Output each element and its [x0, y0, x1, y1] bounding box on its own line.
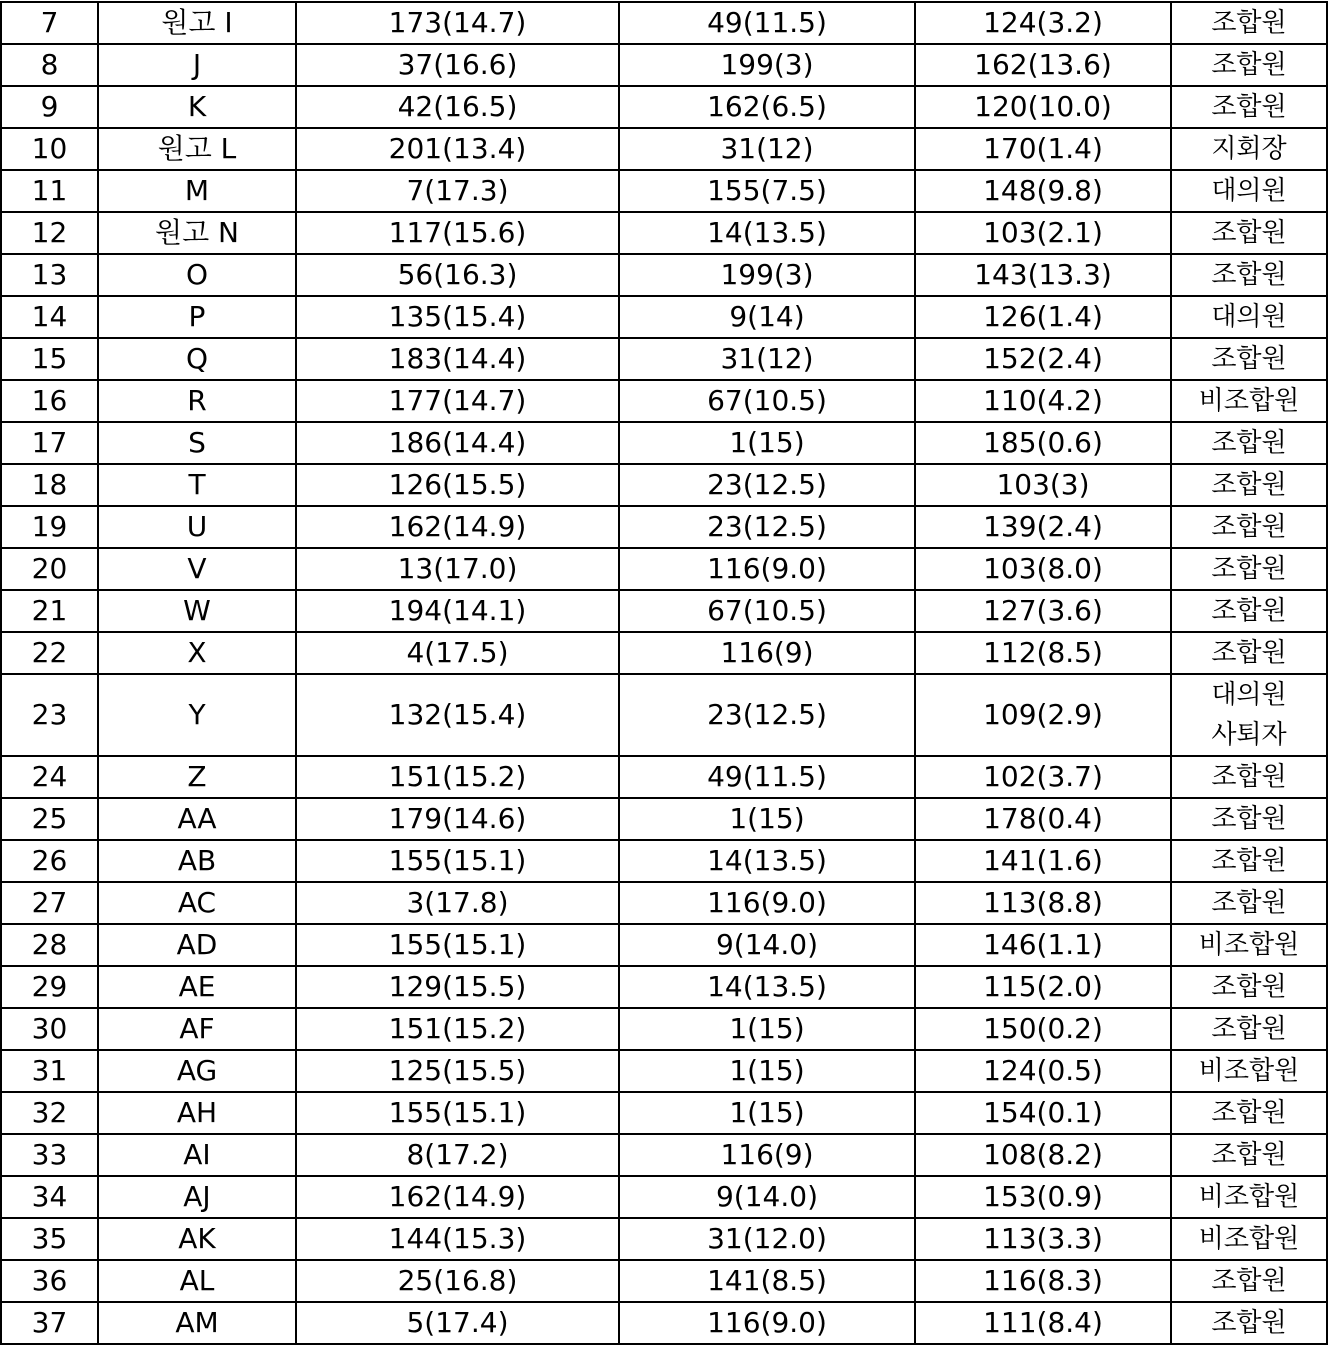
value-col2-cell: 1(15): [619, 1008, 915, 1050]
value-col1-cell: 155(15.1): [296, 1092, 619, 1134]
value-col3-cell: 103(3): [915, 464, 1171, 506]
table-row: [1, 86, 1327, 128]
row-number-cell: 23: [1, 674, 98, 756]
value-col1-cell: 5(17.4): [296, 1302, 619, 1344]
status-label: 비조합원: [1198, 1056, 1300, 1086]
value-col1-cell: 8(17.2): [296, 1134, 619, 1176]
table-row: [1, 966, 1327, 1008]
value-col2-cell: 23(12.5): [619, 674, 915, 756]
value-col1-cell: 151(15.2): [296, 1008, 619, 1050]
value-col1-cell: 155(15.1): [296, 924, 619, 966]
status-cell: [1171, 422, 1327, 464]
value-col2-cell: 23(12.5): [619, 506, 915, 548]
row-number-cell: 34: [1, 1176, 98, 1218]
status-cell: [1171, 590, 1327, 632]
value-col1-cell: 125(15.5): [296, 1050, 619, 1092]
value-col3-cell: 141(1.6): [915, 840, 1171, 882]
value-col1-cell: 201(13.4): [296, 128, 619, 170]
status-label: 조합원: [1211, 888, 1287, 918]
value-col3-cell: 148(9.8): [915, 170, 1171, 212]
table-row: [1, 1134, 1327, 1176]
name-cell: AM: [98, 1302, 296, 1344]
value-col3-cell: 113(3.3): [915, 1218, 1171, 1260]
table-row: [1, 212, 1327, 254]
value-col2-cell: 67(10.5): [619, 380, 915, 422]
status-cell: [1171, 1218, 1327, 1260]
value-col3-cell: 139(2.4): [915, 506, 1171, 548]
name-cell: U: [98, 506, 296, 548]
value-col3-cell: 115(2.0): [915, 966, 1171, 1008]
status-cell: [1171, 1008, 1327, 1050]
value-col2-cell: 155(7.5): [619, 170, 915, 212]
value-col1-cell: 25(16.8): [296, 1260, 619, 1302]
value-col1-cell: 37(16.6): [296, 44, 619, 86]
name-cell: S: [98, 422, 296, 464]
value-col2-cell: 116(9): [619, 1134, 915, 1176]
status-cell: [1171, 506, 1327, 548]
table-row: [1, 840, 1327, 882]
value-col3-cell: 170(1.4): [915, 128, 1171, 170]
status-label: 비조합원: [1198, 1182, 1300, 1212]
name-cell: R: [98, 380, 296, 422]
row-number-cell: 18: [1, 464, 98, 506]
table-row: [1, 380, 1327, 422]
status-cell: [1171, 170, 1327, 212]
table-row: [1, 632, 1327, 674]
row-number-cell: 36: [1, 1260, 98, 1302]
status-cell: [1171, 1260, 1327, 1302]
name-cell: AE: [98, 966, 296, 1008]
row-number-cell: 29: [1, 966, 98, 1008]
status-cell: [1171, 464, 1327, 506]
table-row: [1, 128, 1327, 170]
value-col2-cell: 116(9.0): [619, 548, 915, 590]
table-row: [1, 756, 1327, 798]
table-row: [1, 1302, 1327, 1344]
value-col1-cell: 117(15.6): [296, 212, 619, 254]
value-col1-cell: 3(17.8): [296, 882, 619, 924]
status-label: 비조합원: [1198, 930, 1300, 960]
value-col3-cell: 112(8.5): [915, 632, 1171, 674]
table-row: [1, 1218, 1327, 1260]
status-cell: [1171, 212, 1327, 254]
row-number-cell: 32: [1, 1092, 98, 1134]
name-cell: AD: [98, 924, 296, 966]
status-cell: [1171, 798, 1327, 840]
value-col2-cell: 31(12): [619, 128, 915, 170]
table-row: [1, 1008, 1327, 1050]
row-number-cell: 12: [1, 212, 98, 254]
value-col1-cell: 126(15.5): [296, 464, 619, 506]
value-col3-cell: 143(13.3): [915, 254, 1171, 296]
status-cell: [1171, 882, 1327, 924]
row-number-cell: 33: [1, 1134, 98, 1176]
value-col1-cell: 7(17.3): [296, 170, 619, 212]
status-cell: [1171, 296, 1327, 338]
name-cell: 원고 N: [98, 212, 296, 254]
table-row: [1, 506, 1327, 548]
table-row: [1, 464, 1327, 506]
name-cell: AI: [98, 1134, 296, 1176]
status-label: 조합원: [1211, 1098, 1287, 1128]
status-label: 대의원: [1211, 176, 1287, 206]
table-row: [1, 798, 1327, 840]
row-number-cell: 26: [1, 840, 98, 882]
table-row: [1, 674, 1327, 756]
status-label: 조합원: [1211, 762, 1287, 792]
status-cell: [1171, 840, 1327, 882]
name-cell: Q: [98, 338, 296, 380]
status-cell: [1171, 632, 1327, 674]
status-cell: [1171, 2, 1327, 44]
row-number-cell: 30: [1, 1008, 98, 1050]
name-cell: 원고 L: [98, 128, 296, 170]
table-row: [1, 422, 1327, 464]
value-col3-cell: 120(10.0): [915, 86, 1171, 128]
name-cell: M: [98, 170, 296, 212]
value-col3-cell: 109(2.9): [915, 674, 1171, 756]
value-col2-cell: 31(12.0): [619, 1218, 915, 1260]
value-col1-cell: 186(14.4): [296, 422, 619, 464]
status-cell: [1171, 1302, 1327, 1344]
value-col2-cell: 1(15): [619, 422, 915, 464]
value-col1-cell: 151(15.2): [296, 756, 619, 798]
table-row: [1, 1092, 1327, 1134]
row-number-cell: 11: [1, 170, 98, 212]
row-number-cell: 31: [1, 1050, 98, 1092]
row-number-cell: 27: [1, 882, 98, 924]
value-col3-cell: 185(0.6): [915, 422, 1171, 464]
status-cell: [1171, 254, 1327, 296]
name-cell: K: [98, 86, 296, 128]
status-label: 조합원: [1211, 1266, 1287, 1296]
value-col2-cell: 9(14): [619, 296, 915, 338]
value-col1-cell: 56(16.3): [296, 254, 619, 296]
value-col1-cell: 194(14.1): [296, 590, 619, 632]
table-row: [1, 2, 1327, 44]
name-cell: AA: [98, 798, 296, 840]
table-row: [1, 1050, 1327, 1092]
status-label: 조합원: [1211, 218, 1287, 248]
status-label: 조합원: [1211, 470, 1287, 500]
value-col1-cell: 4(17.5): [296, 632, 619, 674]
table-row: [1, 254, 1327, 296]
status-label: 조합원: [1211, 260, 1287, 290]
name-cell: Y: [98, 674, 296, 756]
row-number-cell: 15: [1, 338, 98, 380]
row-number-cell: 8: [1, 44, 98, 86]
name-cell: O: [98, 254, 296, 296]
value-col2-cell: 116(9.0): [619, 1302, 915, 1344]
value-col1-cell: 155(15.1): [296, 840, 619, 882]
value-col3-cell: 154(0.1): [915, 1092, 1171, 1134]
name-cell: Z: [98, 756, 296, 798]
status-label: 지회장: [1211, 134, 1287, 164]
value-col3-cell: 108(8.2): [915, 1134, 1171, 1176]
value-col2-cell: 199(3): [619, 254, 915, 296]
value-col2-cell: 116(9.0): [619, 882, 915, 924]
value-col1-cell: 132(15.4): [296, 674, 619, 756]
value-col2-cell: 141(8.5): [619, 1260, 915, 1302]
status-label: 조합원: [1211, 804, 1287, 834]
value-col2-cell: 31(12): [619, 338, 915, 380]
status-cell: [1171, 1050, 1327, 1092]
value-col3-cell: 113(8.8): [915, 882, 1171, 924]
table-row: [1, 590, 1327, 632]
status-label: 사퇴자: [1211, 720, 1287, 750]
value-col3-cell: 111(8.4): [915, 1302, 1171, 1344]
value-col3-cell: 116(8.3): [915, 1260, 1171, 1302]
name-cell: AJ: [98, 1176, 296, 1218]
row-number-cell: 10: [1, 128, 98, 170]
value-col1-cell: 135(15.4): [296, 296, 619, 338]
value-col1-cell: 173(14.7): [296, 2, 619, 44]
value-col2-cell: 14(13.5): [619, 966, 915, 1008]
value-col2-cell: 23(12.5): [619, 464, 915, 506]
status-label: 조합원: [1211, 554, 1287, 584]
row-number-cell: 17: [1, 422, 98, 464]
value-col1-cell: 42(16.5): [296, 86, 619, 128]
status-cell: [1171, 44, 1327, 86]
table-row: [1, 1176, 1327, 1218]
row-number-cell: 13: [1, 254, 98, 296]
row-number-cell: 22: [1, 632, 98, 674]
row-number-cell: 24: [1, 756, 98, 798]
value-col3-cell: 150(0.2): [915, 1008, 1171, 1050]
value-col1-cell: 162(14.9): [296, 506, 619, 548]
status-cell: [1171, 1134, 1327, 1176]
name-cell: AH: [98, 1092, 296, 1134]
value-col2-cell: 1(15): [619, 798, 915, 840]
status-cell: [1171, 756, 1327, 798]
name-cell: AG: [98, 1050, 296, 1092]
name-cell: W: [98, 590, 296, 632]
status-label: 조합원: [1211, 344, 1287, 374]
table-row: [1, 882, 1327, 924]
value-col2-cell: 1(15): [619, 1050, 915, 1092]
row-number-cell: 7: [1, 2, 98, 44]
status-cell: [1171, 1092, 1327, 1134]
status-label: 대의원: [1211, 302, 1287, 332]
data-table: [0, 1, 1328, 1345]
name-cell: AF: [98, 1008, 296, 1050]
value-col1-cell: 183(14.4): [296, 338, 619, 380]
status-label: 조합원: [1211, 8, 1287, 38]
name-cell: P: [98, 296, 296, 338]
status-cell: [1171, 1176, 1327, 1218]
status-label: 비조합원: [1198, 386, 1300, 416]
value-col3-cell: 102(3.7): [915, 756, 1171, 798]
value-col2-cell: 1(15): [619, 1092, 915, 1134]
status-label: 조합원: [1211, 512, 1287, 542]
value-col3-cell: 146(1.1): [915, 924, 1171, 966]
table-row: [1, 548, 1327, 590]
name-cell: AC: [98, 882, 296, 924]
name-cell: AB: [98, 840, 296, 882]
value-col1-cell: 177(14.7): [296, 380, 619, 422]
value-col1-cell: 179(14.6): [296, 798, 619, 840]
value-col1-cell: 162(14.9): [296, 1176, 619, 1218]
name-cell: 원고 I: [98, 2, 296, 44]
value-col1-cell: 129(15.5): [296, 966, 619, 1008]
name-cell: AK: [98, 1218, 296, 1260]
name-cell: J: [98, 44, 296, 86]
row-number-cell: 14: [1, 296, 98, 338]
value-col2-cell: 116(9): [619, 632, 915, 674]
status-label: 조합원: [1211, 428, 1287, 458]
value-col3-cell: 162(13.6): [915, 44, 1171, 86]
value-col2-cell: 49(11.5): [619, 2, 915, 44]
value-col2-cell: 9(14.0): [619, 1176, 915, 1218]
status-cell: [1171, 338, 1327, 380]
status-cell: [1171, 380, 1327, 422]
name-cell: X: [98, 632, 296, 674]
value-col2-cell: 9(14.0): [619, 924, 915, 966]
status-label: 조합원: [1211, 846, 1287, 876]
value-col2-cell: 67(10.5): [619, 590, 915, 632]
row-number-cell: 9: [1, 86, 98, 128]
status-label: 조합원: [1211, 596, 1287, 626]
row-number-cell: 37: [1, 1302, 98, 1344]
status-cell: [1171, 548, 1327, 590]
table-row: [1, 338, 1327, 380]
name-cell: AL: [98, 1260, 296, 1302]
value-col2-cell: 14(13.5): [619, 212, 915, 254]
value-col3-cell: 126(1.4): [915, 296, 1171, 338]
status-cell: [1171, 924, 1327, 966]
value-col2-cell: 14(13.5): [619, 840, 915, 882]
table-body: [1, 2, 1327, 1344]
name-cell: T: [98, 464, 296, 506]
status-cell: [1171, 674, 1327, 756]
table-row: [1, 924, 1327, 966]
value-col1-cell: 13(17.0): [296, 548, 619, 590]
value-col3-cell: 110(4.2): [915, 380, 1171, 422]
value-col3-cell: 103(8.0): [915, 548, 1171, 590]
row-number-cell: 25: [1, 798, 98, 840]
value-col1-cell: 144(15.3): [296, 1218, 619, 1260]
name-cell: V: [98, 548, 296, 590]
table-row: [1, 170, 1327, 212]
row-number-cell: 16: [1, 380, 98, 422]
value-col3-cell: 124(0.5): [915, 1050, 1171, 1092]
value-col3-cell: 152(2.4): [915, 338, 1171, 380]
value-col2-cell: 162(6.5): [619, 86, 915, 128]
status-cell: [1171, 128, 1327, 170]
row-number-cell: 35: [1, 1218, 98, 1260]
status-label: 조합원: [1211, 972, 1287, 1002]
status-label: 조합원: [1211, 1140, 1287, 1170]
status-label: 조합원: [1211, 1014, 1287, 1044]
value-col3-cell: 103(2.1): [915, 212, 1171, 254]
row-number-cell: 19: [1, 506, 98, 548]
status-label: 조합원: [1211, 50, 1287, 80]
value-col3-cell: 124(3.2): [915, 2, 1171, 44]
value-col3-cell: 153(0.9): [915, 1176, 1171, 1218]
status-label: 조합원: [1211, 1308, 1287, 1338]
status-label: 조합원: [1211, 92, 1287, 122]
table-row: [1, 1260, 1327, 1302]
status-cell: [1171, 966, 1327, 1008]
value-col3-cell: 178(0.4): [915, 798, 1171, 840]
row-number-cell: 21: [1, 590, 98, 632]
status-label: 대의원: [1211, 680, 1287, 710]
table-row: [1, 44, 1327, 86]
table-row: [1, 296, 1327, 338]
value-col3-cell: 127(3.6): [915, 590, 1171, 632]
row-number-cell: 20: [1, 548, 98, 590]
value-col2-cell: 49(11.5): [619, 756, 915, 798]
status-label: 비조합원: [1198, 1224, 1300, 1254]
row-number-cell: 28: [1, 924, 98, 966]
status-label: 조합원: [1211, 638, 1287, 668]
value-col2-cell: 199(3): [619, 44, 915, 86]
status-cell: [1171, 86, 1327, 128]
